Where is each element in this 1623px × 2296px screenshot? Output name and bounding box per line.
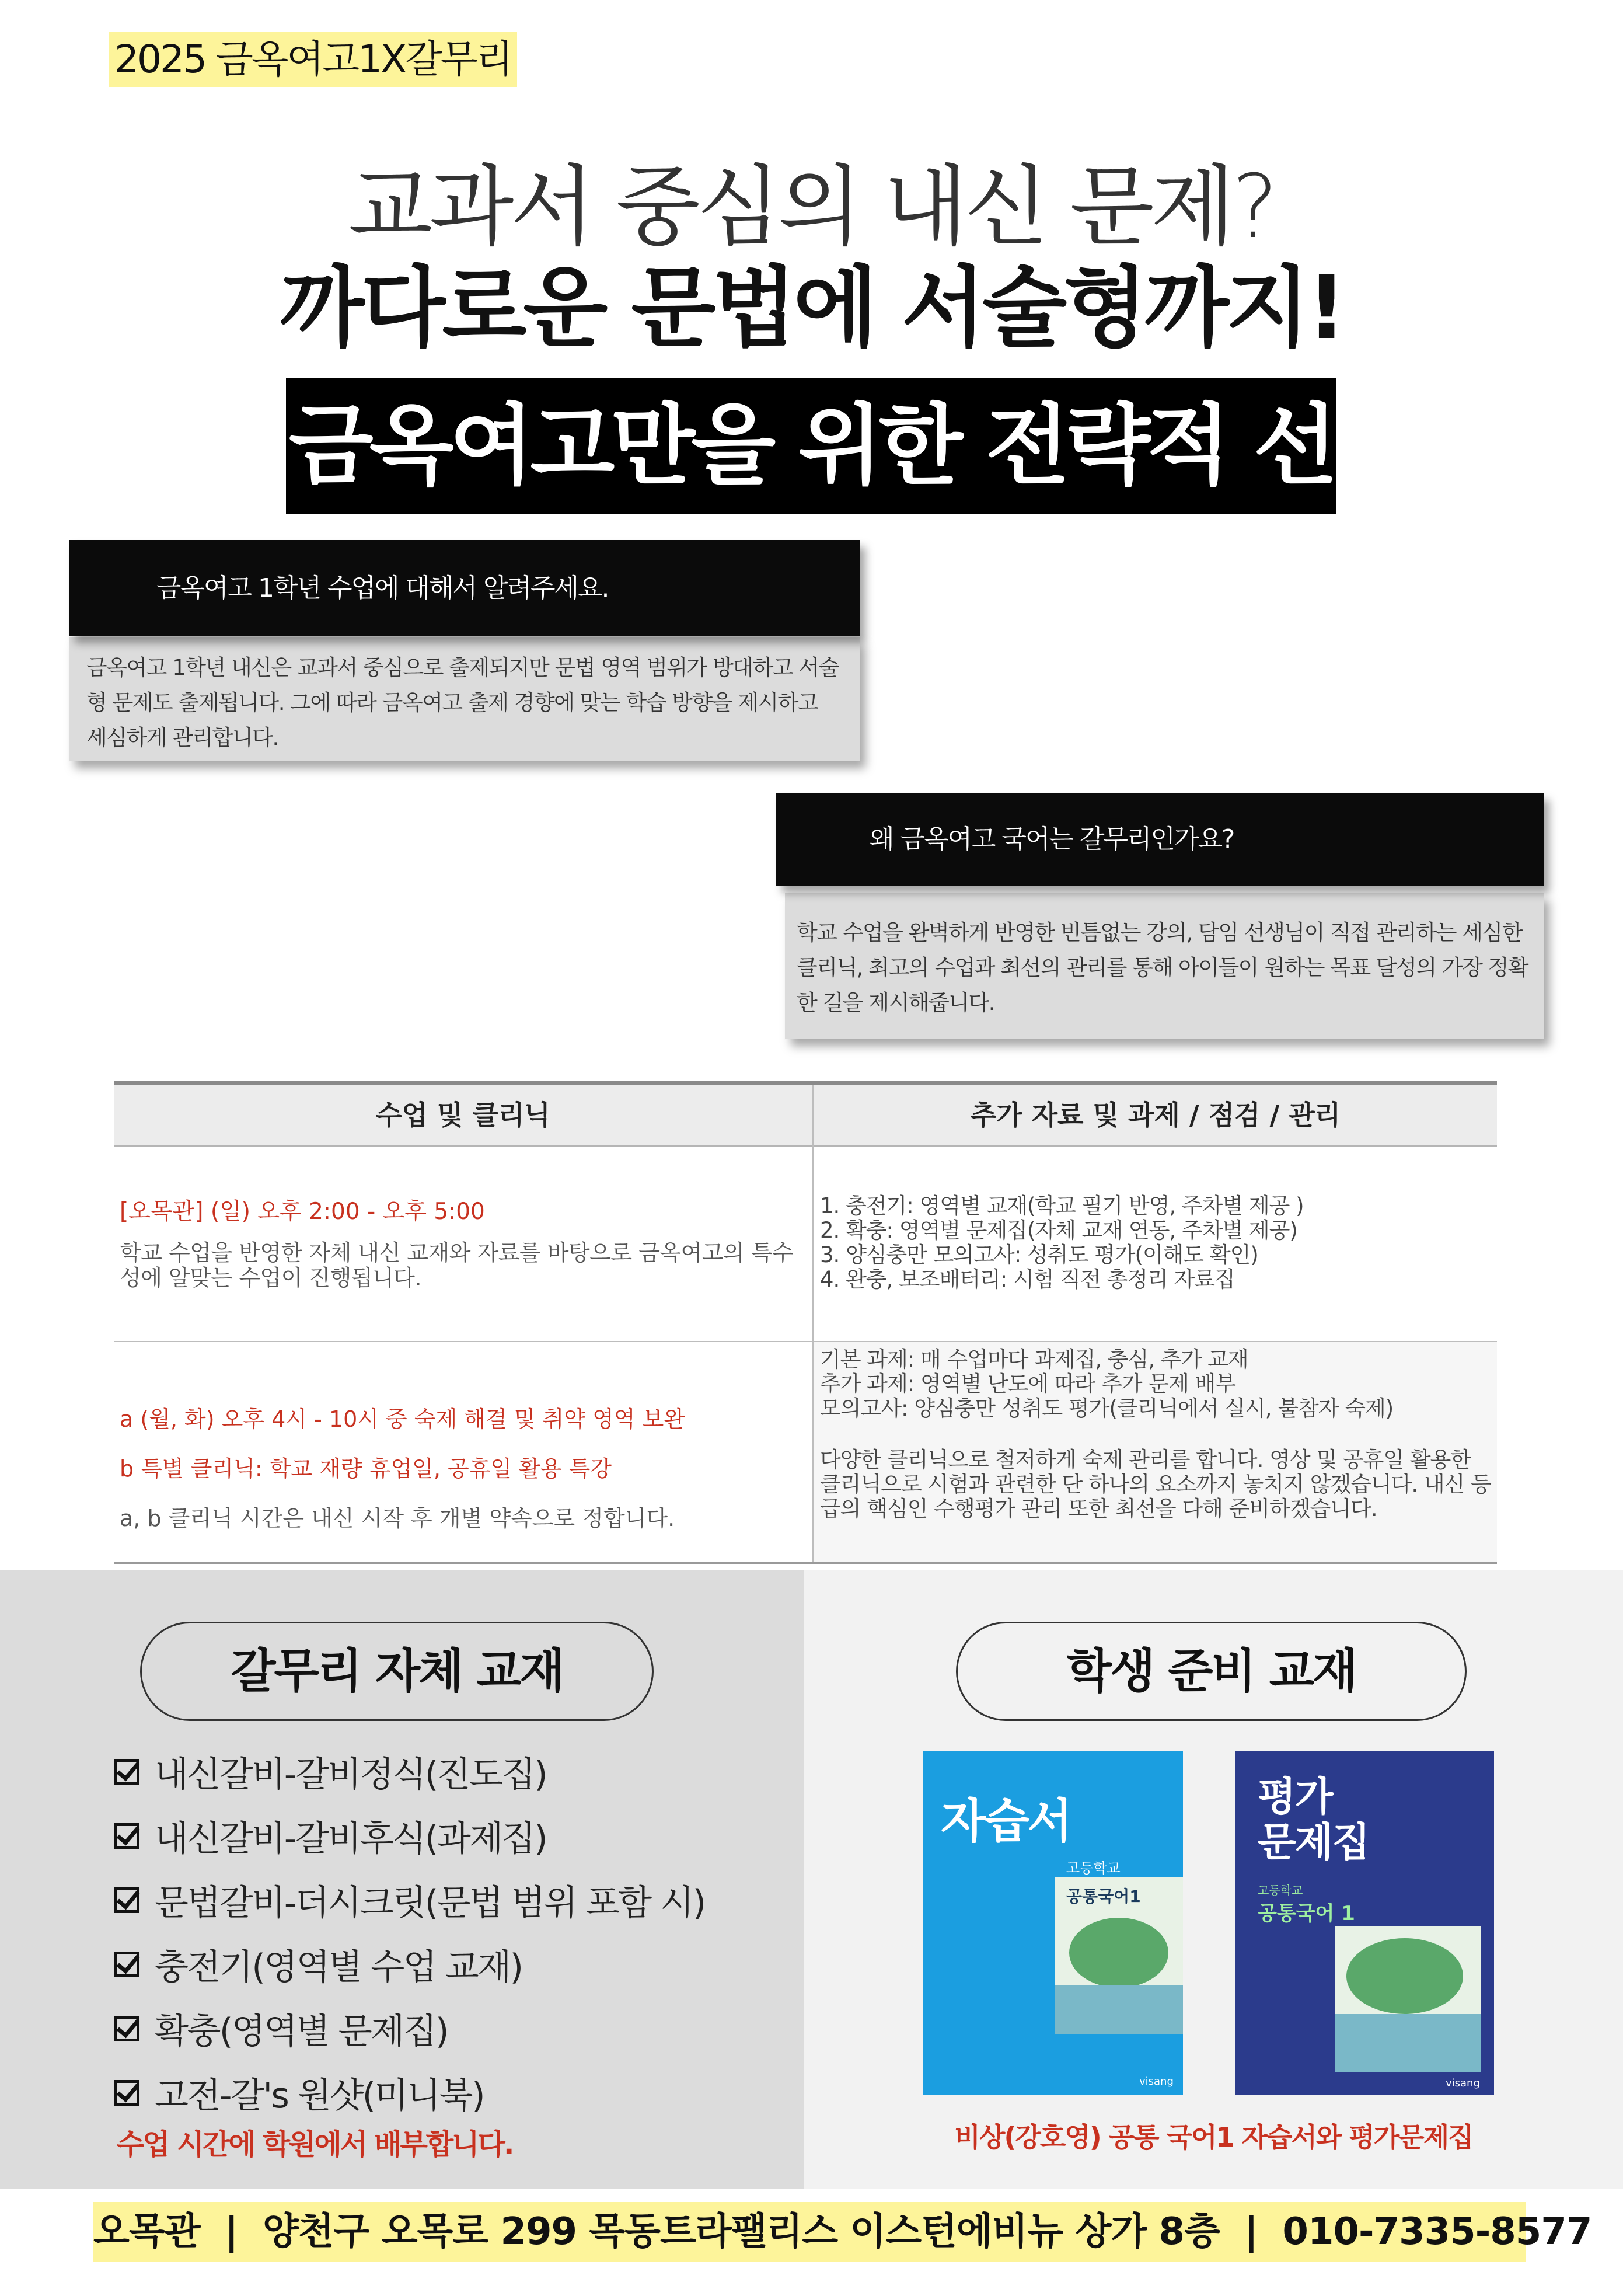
- tree-icon: [1069, 1918, 1168, 1988]
- checkbox-checked-icon: [114, 1759, 139, 1785]
- book1-title: 자습서: [941, 1794, 1071, 1848]
- book1-publisher: visang: [1139, 2075, 1174, 2088]
- own-materials-list: [114, 1740, 785, 2125]
- water-shape: [1055, 1985, 1183, 2034]
- book1-subject: 공통국어1: [1066, 1887, 1141, 1906]
- list-item: 3. 양심충만 모의고사: 성취도 평가(이해도 확인): [820, 1242, 1258, 1267]
- book-cover-workbook: [1235, 1751, 1494, 2095]
- table-header-classes: 수업 및 클리닉: [376, 1099, 550, 1131]
- table-row-divider: [114, 1341, 1497, 1342]
- book2-subject: 공통국어 1: [1258, 1902, 1355, 1925]
- list-item-label: 고전-갈's 원샷(미니북): [155, 2075, 484, 2116]
- own-materials-title: 갈무리 자체 교재: [140, 1622, 654, 1721]
- headline-main: 까다로운 문법에 서술형까지!: [280, 257, 1343, 359]
- book-cover-study-guide: [923, 1751, 1183, 2095]
- table-top-rule: [114, 1081, 1497, 1085]
- checkbox-checked-icon: [114, 2016, 139, 2041]
- checkbox-checked-icon: [114, 1823, 139, 1849]
- list-item: 모의고사: 양심충만 성취도 평가(클리닉에서 실시, 불참자 숙제): [820, 1396, 1394, 1421]
- book2-title-line1: 평가: [1258, 1774, 1332, 1820]
- footer-contact: 오목관 | 양천구 오목로 299 목동트라팰리스 이스턴에비뉴 상가 8층 | 010-7335-8577: [93, 2202, 1526, 2262]
- list-item: [114, 2061, 785, 2125]
- faq-question-2: 왜 금옥여고 국어는 갈무리인가요?: [776, 793, 1544, 886]
- table-column-divider: [812, 1085, 814, 1564]
- checkbox-checked-icon: [114, 2080, 139, 2106]
- list-item-label: 내신갈비-갈비후식(과제집): [155, 1818, 547, 1859]
- checkbox-checked-icon: [114, 1887, 139, 1913]
- headline-question: 교과서 중심의 내신 문제?: [348, 156, 1275, 258]
- book2-title-line2: 문제집: [1258, 1820, 1370, 1866]
- faq-answer-1: 금옥여고 1학년 내신은 교과서 중심으로 출제되지만 문법 영역 범위가 방대하고 서술형 문제도 출제됩니다. 그에 따라 금옥여고 출제 경향에 맞는 학습 방향을 제시하고 세심하게 관리합니다.: [69, 637, 860, 761]
- list-item: [114, 1804, 785, 1868]
- list-item-label: 충전기(영역별 수업 교재): [155, 1947, 522, 1988]
- list-item: 2. 확충: 영역별 문제집(자체 교재 연동, 주차별 제공): [820, 1218, 1297, 1243]
- water-shape: [1335, 2014, 1481, 2072]
- table-bottom-rule: [114, 1562, 1497, 1564]
- tree-icon: [1346, 1938, 1463, 2014]
- book2-illustration: [1335, 1926, 1481, 2072]
- own-materials-note: 수업 시간에 학원에서 배부합니다.: [117, 2128, 513, 2161]
- list-item: 4. 완충, 보조배터리: 시험 직전 총정리 자료집: [820, 1267, 1235, 1292]
- event-tag: 2025 금옥여고1X갈무리: [109, 32, 517, 87]
- clinic-note: a, b 클리닉 시간은 내신 시작 후 개별 약속으로 정합니다.: [120, 1506, 675, 1531]
- book2-publisher: visang: [1446, 2077, 1480, 2089]
- list-item: 추가 과제: 영역별 난도에 따라 추가 문제 배부: [820, 1371, 1236, 1396]
- list-item-label: 문법갈비-더시크릿(문법 범위 포함 시): [155, 1883, 705, 1924]
- faq-question-1: 금옥여고 1학년 수업에 대해서 알려주세요.: [69, 540, 860, 636]
- student-materials-note: 비상(강호영) 공통 국어1 자습서와 평가문제집: [954, 2121, 1473, 2153]
- clinic-b: b 특별 클리닉: 학교 재량 휴업일, 공휴일 활용 특강: [120, 1456, 612, 1482]
- clinic-a: a (월, 화) 오후 4시 - 10시 중 숙제 해결 및 취약 영역 보완: [120, 1406, 686, 1432]
- tasks-list: [820, 1347, 1491, 1421]
- list-item: [114, 1868, 785, 1932]
- list-item-label: 내신갈비-갈비정식(진도집): [155, 1754, 547, 1795]
- headline-banner-text: 금옥여고만을 위한 전략적 선: [288, 395, 1334, 497]
- list-item: [114, 1932, 785, 1997]
- class-schedule: [오목관] (일) 오후 2:00 - 오후 5:00: [120, 1198, 485, 1225]
- tasks-description: 다양한 클리닉으로 철저하게 숙제 관리를 합니다. 영상 및 공휴일 활용한 클리닉으로 시험과 관련한 단 하나의 요소까지 놓치지 않겠습니다. 내신 등급의 핵심인 수행평가 관리 또한 최선을 다해 준비하겠습니다.: [820, 1447, 1491, 1521]
- list-item: [114, 1740, 785, 1804]
- book1-illustration: [1055, 1877, 1183, 2034]
- materials-list: [820, 1194, 1491, 1292]
- list-item: 1. 충전기: 영역별 교재(학교 필기 반영, 주차별 제공 ): [820, 1193, 1304, 1218]
- book1-school: 고등학교: [1066, 1860, 1121, 1876]
- table-header-materials: 추가 자료 및 과제 / 점검 / 관리: [970, 1099, 1341, 1131]
- list-item-label: 확충(영역별 문제집): [155, 2011, 448, 2052]
- class-description: 학교 수업을 반영한 자체 내신 교재와 자료를 바탕으로 금옥여고의 특수성에 알맞는 수업이 진행됩니다.: [120, 1240, 794, 1291]
- student-materials-title: 학생 준비 교재: [956, 1622, 1467, 1721]
- list-item: 기본 과제: 매 수업마다 과제집, 충심, 추가 교재: [820, 1347, 1248, 1372]
- list-item: [114, 1997, 785, 2061]
- book2-title: [1258, 1775, 1369, 1866]
- book2-school: 고등학교: [1258, 1883, 1303, 1897]
- faq-answer-2: 학교 수업을 완벽하게 반영한 빈틈없는 강의, 담임 선생님이 직접 관리하는 세심한 클리닉, 최고의 수업과 최선의 관리를 통해 아이들이 원하는 목표 달성의 가장 정확한 길을 제시해줍니다.: [785, 893, 1544, 1039]
- checkbox-checked-icon: [114, 1952, 139, 1977]
